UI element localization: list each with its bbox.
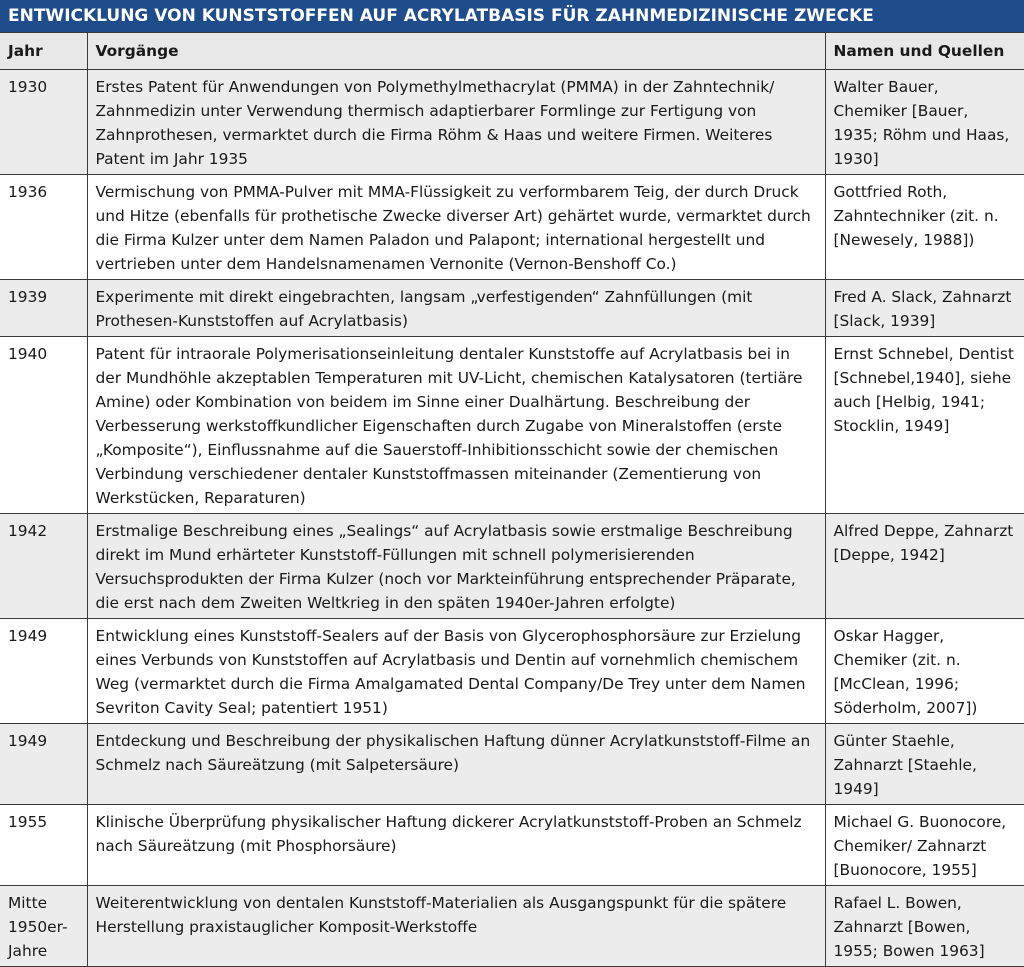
- cell-vorgaenge: Klinische Überprüfung physikalischer Haftung dickerer Acrylatkunststoff-Proben an Schmelz nach Säureätzung (mit Phosphorsäure): [87, 805, 825, 886]
- column-header-vorgaenge: Vorgänge: [87, 33, 825, 70]
- table-row: [0, 805, 1024, 886]
- cell-vorgaenge: Patent für intraorale Polymerisationseinleitung dentaler Kunststoffe auf Acrylatbasis bei in der Mundhöhle akzeptablen Temperaturen mit UV-Licht, chemischen Katalysatoren (tertiäre Amine) oder Kombination von beidem im Sinne einer Dualhärtung. Beschreibung der Verbesserung werkstoffkundlicher Eigenschaften durch Zugabe von Mineralstoffen (erste „Komposite“), Einflussnahme auf die Sauerstoff-Inhibitionsschicht sowie der chemischen Verbindung verschiedener dentaler Kunststoffmassen miteinander (Zementierung von Werkstücken, Reparaturen): [87, 337, 825, 514]
- cell-jahr: 1949: [0, 724, 87, 805]
- cell-namen: Günter Staehle, Zahnarzt [Staehle, 1949]: [825, 724, 1024, 805]
- cell-namen: Oskar Hagger, Chemiker (zit. n. [McClean, 1996; Söderholm, 2007]): [825, 619, 1024, 724]
- column-header-namen: Namen und Quellen: [825, 33, 1024, 70]
- cell-namen: Fred A. Slack, Zahnarzt [Slack, 1939]: [825, 280, 1024, 337]
- cell-vorgaenge: Weiterentwicklung von dentalen Kunststoff-Materialien als Ausgangspunkt für die spätere Herstellung praxistauglicher Komposit-Werkstoffe: [87, 886, 825, 967]
- table-title: ENTWICKLUNG VON KUNSTSTOFFEN AUF ACRYLATBASIS FÜR ZAHNMEDIZINISCHE ZWECKE: [0, 0, 1024, 32]
- cell-namen: Ernst Schnebel, Dentist [Schnebel,1940], siehe auch [Helbig, 1941; Stocklin, 1949]: [825, 337, 1024, 514]
- cell-jahr: 1955: [0, 805, 87, 886]
- cell-jahr: 1942: [0, 514, 87, 619]
- cell-vorgaenge: Entwicklung eines Kunststoff-Sealers auf der Basis von Glycerophosphorsäure zur Erzielung eines Verbunds von Kunststoffen auf Acrylatbasis und Dentin auf vornehmlich chemischem Weg (vermarktet durch die Firma Amalgamated Dental Company/De Trey unter dem Namen Sevriton Cavity Seal; patentiert 1951): [87, 619, 825, 724]
- cell-namen: Walter Bauer, Chemiker [Bauer, 1935; Röhm und Haas, 1930]: [825, 70, 1024, 175]
- column-header-jahr: Jahr: [0, 33, 87, 70]
- cell-jahr: 1939: [0, 280, 87, 337]
- table-row: [0, 886, 1024, 967]
- table-row: [0, 337, 1024, 514]
- cell-namen: Gottfried Roth, Zahntechniker (zit. n. [Newesely, 1988]): [825, 175, 1024, 280]
- table-row: [0, 514, 1024, 619]
- cell-vorgaenge: Entdeckung und Beschreibung der physikalischen Haftung dünner Acrylatkunststoff-Filme an Schmelz nach Säureätzung (mit Salpetersäure): [87, 724, 825, 805]
- cell-jahr: 1930: [0, 70, 87, 175]
- cell-namen: Alfred Deppe, Zahnarzt [Deppe, 1942]: [825, 514, 1024, 619]
- cell-jahr: Mitte 1950er-Jahre: [0, 886, 87, 967]
- cell-vorgaenge: Erstes Patent für Anwendungen von Polymethylmethacrylat (PMMA) in der Zahntechnik/ Zahnmedizin unter Verwendung thermisch adaptierbarer Formlinge zur Fertigung von Zahnprothesen, vermarktet durch die Firma Röhm & Haas und weitere Firmen. Weiteres Patent im Jahr 1935: [87, 70, 825, 175]
- table-row: [0, 280, 1024, 337]
- table-row: [0, 724, 1024, 805]
- table-row: [0, 619, 1024, 724]
- table-row: [0, 175, 1024, 280]
- cell-jahr: 1936: [0, 175, 87, 280]
- cell-jahr: 1949: [0, 619, 87, 724]
- cell-vorgaenge: Experimente mit direkt eingebrachten, langsam „verfestigenden“ Zahnfüllungen (mit Prothesen-Kunststoffen auf Acrylatbasis): [87, 280, 825, 337]
- cell-jahr: 1940: [0, 337, 87, 514]
- history-table: [0, 32, 1024, 967]
- cell-vorgaenge: Vermischung von PMMA-Pulver mit MMA-Flüssigkeit zu verformbarem Teig, der durch Druck und Hitze (ebenfalls für prothetische Zwecke diverser Art) gehärtet wurde, vermarktet durch die Firma Kulzer unter dem Namen Paladon und Palapont; international hergestellt und vertrieben unter dem Handelsnamenamen Vernonite (Vernon-Benshoff Co.): [87, 175, 825, 280]
- cell-namen: Michael G. Buonocore, Chemiker/ Zahnarzt [Buonocore, 1955]: [825, 805, 1024, 886]
- header-row: [0, 33, 1024, 70]
- cell-vorgaenge: Erstmalige Beschreibung eines „Sealings“ auf Acrylatbasis sowie erstmalige Beschreibung direkt im Mund erhärteter Kunststoff-Füllungen mit schnell polymerisierenden Versuchsprodukten der Firma Kulzer (noch vor Markteinführung entsprechender Präparate, die erst nach dem Zweiten Weltkrieg in den späten 1940er-Jahren erfolgte): [87, 514, 825, 619]
- cell-namen: Rafael L. Bowen, Zahnarzt [Bowen, 1955; Bowen 1963]: [825, 886, 1024, 967]
- table-row: [0, 70, 1024, 175]
